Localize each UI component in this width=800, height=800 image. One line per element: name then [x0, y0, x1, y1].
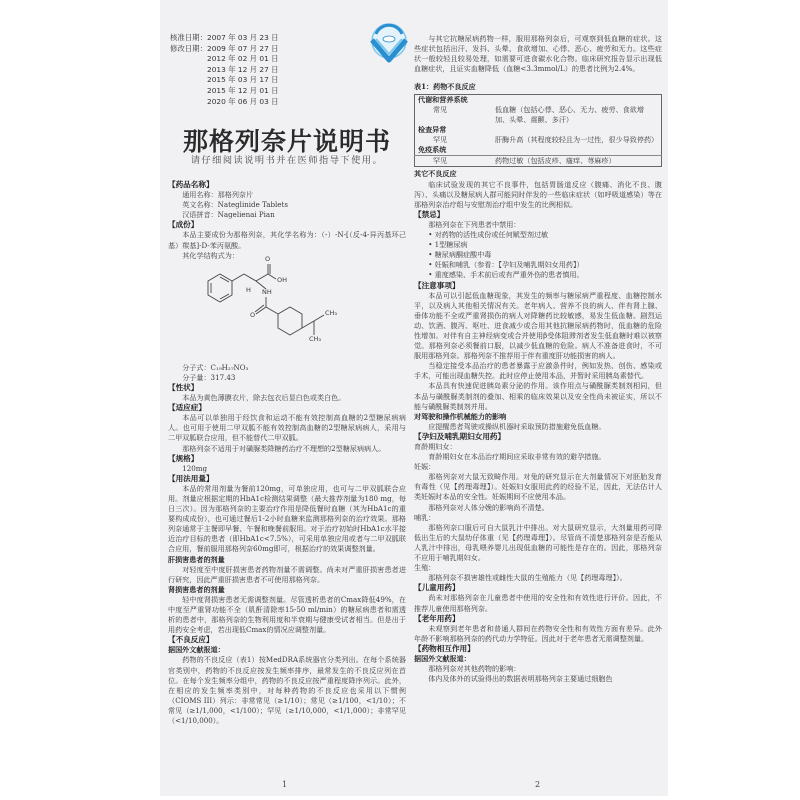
- revision-date: 2009 年 07 月 27 日: [207, 43, 279, 53]
- hepatic-text: 对轻度至中度肝损害患者药物剂量不需调整。尚未对严重肝损害患者进行研究，因此严重肝损害患者不可使用那格列奈。: [168, 564, 406, 584]
- structure-label: 其化学结构式为：: [182, 250, 239, 260]
- section-heading-pediatric: 【儿童用药】: [414, 583, 460, 593]
- pinyin-name: 汉语拼音：Nagelienai Pian: [182, 210, 275, 220]
- section-heading-geriatric: 【老年用药】: [414, 613, 460, 623]
- contraindication-item: • 1型糖尿病: [414, 240, 662, 250]
- section-heading-composition: 【成份】: [168, 220, 199, 230]
- section-heading-description: 【性状】: [168, 382, 199, 392]
- precautions-text: 本品可以引起低血糖现象，其发生的频率与糖尿病严重程度、血糖控制水平，以及病人其他相关情况有关。老年病人、营养不良的病人、伴有肾上腺、垂体功能不全或严重肾损伤的病人对降糖药比较敏感，易发生低血糖。剧烈运动、饮酒、腹泻、呕吐、进食减少或合用其他抗糖尿病药物时，低血糖的危险性增加。对伴有自主神经病变或合并使用β受体阻滞剂者发生低血糖时难以被察觉。那格列奈必须餐前口服，以减少低血糖的危险。病人不准备进食时，不可服用那格列奈。那格列奈不推荐用于伴有重度肝功能损害的病人。: [414, 290, 662, 361]
- hypoglycemia-text: 与其它抗糖尿病药物一样，服用那格列奈后，可观察到低血糖的症状。这些症状包括出汗、发抖、头晕、食欲增加、心悸、恶心、疲劳和无力。这些症状一般较轻且较易处理，如需要可进食碳水化合物。临床研究报告显示出现低血糖症状，且证实血糖降低（血糖<3.3mmol/L）的患者比例为2.4%。: [414, 34, 662, 74]
- subheading-hepatic: 肝损害患者的剂量: [168, 554, 225, 564]
- subheading-renal: 肾损害患者的剂量: [168, 584, 225, 594]
- generic-name: 通用名称：那格列奈片: [182, 190, 254, 200]
- table-title: 表1：药物不良反应: [414, 82, 476, 92]
- geriatric-text: 未观察到老年患者和普通人群间在药物安全性和有效性方面有差异。此外年龄不影响那格列奈的药代动力学特征。因此对于老年患者无需调整剂量。: [414, 623, 662, 643]
- table-frequency: 常见: [433, 105, 448, 115]
- driving-text: 应提醒患者驾驶或操纵机器时采取预防措施避免低血糖。: [428, 421, 606, 431]
- precautions-text: 本品具有快速促进胰岛素分泌的作用。该作用点与磺酰脲类制剂相同，但本品与磺酰脲类制剂的叠加、相乘的临床效果以及安全性尚未被证实，所以不能与磺酰脲类制剂并用。: [414, 381, 662, 411]
- composition-text: 本品主要成份为那格列奈，其化学名称为：（-）-N-[（反-4-异丙基环己基）羰基]-D-苯丙氨酸。: [168, 230, 406, 250]
- subheading-other-adr: 其它不良反应: [414, 169, 457, 179]
- indications-text: 本品可以单独用于经饮食和运动不能有效控制高血糖的2型糖尿病病人。也可用于使用二甲双胍不能有效控制高血糖的2型糖尿病病人，采用与二甲双胍联合应用，但不能替代二甲双胍。: [168, 413, 406, 443]
- adr-text: 药物的不良反应（表1）按MedDRA系统器官分类列出。在每个系统器官类别中，药物的不良反应按发生频率排序，最常发生的不良反应列在首位。在每个发生频率分组中，药物的不良反应按严重程度降序列示。此外，在相应的发生频率类别中，对每种药物的不良反应也采用以下惯例（CIOMS III）列示：非常常见（≥1/10）；常见（≥1/100，<1/10）；不常见（≥1/1,000，<1/100）；罕见（≥1/10,000，<1/1,000）；非常罕见（<1/10,000）。: [168, 655, 406, 726]
- contraindication-item: • 糖尿病酮症酸中毒: [414, 250, 662, 260]
- contraindication-item: • 妊娠和哺乳（参看：【孕妇及哺乳期妇女用药】）: [414, 260, 662, 270]
- section-heading-drug-name: 【药品名称】: [168, 180, 214, 189]
- pregnancy-label: 妊娠：: [414, 462, 436, 472]
- interactions-subheading: 那格列奈对其他药物的影响：: [428, 664, 521, 674]
- table-frequency: 罕见: [433, 135, 448, 145]
- left-column: [168, 180, 406, 726]
- adverse-reactions-table: [414, 94, 662, 167]
- atom-label: CH₃: [325, 308, 338, 317]
- atom-label: H: [246, 285, 251, 294]
- section-heading-adverse-reactions: 【不良反应】: [168, 635, 214, 645]
- atom-label: NH: [262, 287, 272, 296]
- section-heading-pregnancy: 【孕妇及哺乳期妇女用药】: [414, 431, 506, 441]
- fertile-women-label: 育龄期妇女：: [414, 442, 457, 451]
- otc-certification-logo-icon: [366, 22, 412, 64]
- section-heading-precautions: 【注意事项】: [414, 280, 460, 290]
- atom-label: O: [265, 254, 271, 263]
- table-frequency: 罕见: [415, 156, 493, 167]
- table-reaction: 药物过敏（包括皮疹、瘙痒、荨麻疹）: [492, 156, 662, 167]
- revision-date: 2013 年 12 月 27 日: [207, 64, 279, 74]
- table-category: 检查异常: [418, 125, 447, 135]
- section-heading-interactions: 【药物相互作用】: [414, 643, 475, 653]
- section-heading-indications: 【适应症】: [168, 403, 206, 413]
- molecular-formula: 分子式：C₁₉H₂₇NO₃: [182, 362, 249, 372]
- revision-date: 2015 年 03 月 17 日: [207, 75, 279, 85]
- pregnancy-text: 那格列奈对人体分娩的影响尚不清楚。: [428, 502, 549, 512]
- revision-date: 2012 年 02 月 01 日: [207, 54, 279, 64]
- description-text: 本品为黄色薄膜衣片，除去包衣后显白色或类白色。: [182, 393, 346, 403]
- right-column: [414, 34, 662, 684]
- contraindication-item: • 对药物的活性成份或任何赋型剂过敏: [414, 230, 662, 240]
- approval-date: 2007 年 03 月 23 日: [207, 33, 279, 42]
- lactation-label: 哺乳：: [414, 512, 436, 522]
- fertile-women-text: 育龄期妇女在本品治疗期间应采取非常有效的避孕措施。: [428, 452, 606, 462]
- atom-label: O: [250, 310, 256, 319]
- page-number: 2: [535, 780, 541, 789]
- document-subtitle: 请仔细阅读说明书并在医师指导下使用。: [190, 155, 384, 166]
- english-name: 英文名称：Nateglinide Tablets: [182, 200, 288, 210]
- pregnancy-text: 那格列奈对大鼠无致畸作用。对兔的研究显示在大剂量情况下对胚胎发育有毒性（见【药理毒理】）。妊娠妇女服用此药的经验不足，因此，无法估计人类妊娠时本品的安全性。妊娠期间不应使用本品。: [414, 472, 662, 502]
- section-heading-specification: 【规格】: [168, 453, 199, 463]
- table-reaction: 肝酶升高（其程度较轻且为一过性，很少导致停药）: [495, 135, 659, 145]
- pediatric-text: 尚未对那格列奈在儿童患者中使用的安全性和有效性进行评价。因此，不推荐儿童使用那格列奈。: [414, 593, 662, 613]
- approval-dates-block: [170, 33, 279, 107]
- contraindication-item: • 重度感染、手术前后或有严重外伤的患者慎用。: [414, 270, 662, 280]
- fertility-label: 生殖：: [414, 563, 436, 573]
- table-category: 免疫系统: [418, 145, 447, 155]
- other-adr-text: 临床试验发现的其它不良事件，包括胃肠道反应（腹痛、消化不良、腹泻）、头痛以及糖尿病人群可能同时伴发的一些临床症状（如呼吸道感染）等在那格列奈治疗组与安慰剂治疗组中发生的比例相似。: [414, 179, 662, 209]
- interactions-intro: 据国外文献报道：: [414, 653, 471, 663]
- dosage-text: 本品的常用剂量为餐前120mg，可单独应用，也可与二甲双胍联合应用。剂量应根据定期的HbA1c检测结果调整（最大推荐剂量为180 mg，每日三次）。因为那格列奈的主要治疗作用是降低餐时血糖（其为HbA1c的重要构成成份），也可通过餐后1-2小时血糖来监测那格列奈的治疗效果。那格列奈通常于主餐即早餐、午餐和晚餐前服用。对于治疗初始时HbA1c水平接近治疗目标的患者（即HbA1c<7.5%），可采用单独应用或者与二甲双胍联合应用，餐前服用那格列奈60mg即可，根据治疗的效果调整剂量。: [168, 483, 406, 554]
- specification-value: 120mg: [182, 463, 207, 473]
- document-title: 那格列奈片说明书: [182, 127, 391, 156]
- subheading-driving: 对驾驶和操作机械能力的影响: [414, 411, 507, 421]
- atom-label: CH₃: [309, 334, 322, 343]
- renal-text: 轻中度肾损害患者无需调整剂量。尽管透析患者的Cmax降低49%，在中度至严重肾功能不全（肌酐清除率15-50 ml/min）的糖尿病患者和需透析的患者中，那格列奈的生物利用度和半衰期与健康受试者相当。但是出于用药安全考虑，若出现低Cmax的情况应调整剂量。: [168, 594, 406, 635]
- contraindications-intro: 那格列奈在下列患者中禁用：: [428, 219, 521, 229]
- molecular-weight: 分子量：317.43: [182, 372, 236, 382]
- section-heading-contraindications: 【禁忌】: [414, 209, 445, 219]
- lactation-text: 那格列奈口服后可自大鼠乳汁中排出。对大鼠研究显示，大剂量用药可降低出生后的大鼠幼仔体重（见【药理毒理】）。尽管尚不清楚那格列奈是否能从人乳汁中排出，母乳喂养婴儿出现低血糖的可能性是存在的。因此，那格列奈不应用于哺乳期妇女。: [414, 522, 662, 563]
- indications-text: 那格列奈不适用于对磺脲类降糖药治疗不理想的2型糖尿病病人。: [182, 443, 386, 453]
- revision-date: 2015 年 12 月 01 日: [207, 85, 279, 95]
- revision-date-label: 修改日期：: [170, 43, 207, 53]
- fertility-text: 那格列奈不损害雄性或雌性大鼠的生殖能力（见【药理毒理】）。: [428, 573, 627, 583]
- page-number: 1: [282, 780, 288, 789]
- revision-date: 2020 年 06 月 03 日: [207, 96, 279, 106]
- section-heading-dosage: 【用法用量】: [168, 473, 214, 483]
- atom-label: OH: [277, 275, 288, 284]
- interactions-text: 体内及体外的试验得出的数据表明那格列奈主要通过细胞色: [428, 674, 613, 684]
- adr-intro: 据国外文献报道：: [168, 645, 225, 655]
- table-reaction: 低血糖（包括心悸、恶心、无力、疲劳、食欲增加、头晕、震颤、多汗）: [495, 105, 644, 125]
- approval-date-label: 核准日期：: [170, 33, 207, 42]
- precautions-text: 当稳定接受本品治疗的患者暴露于应激条件时，例如发热、创伤、感染或手术，可能出现血糖失控。此时应停止使用本品，并暂时采用胰岛素替代。: [414, 361, 662, 381]
- table-category: 代谢和营养系统: [418, 95, 468, 105]
